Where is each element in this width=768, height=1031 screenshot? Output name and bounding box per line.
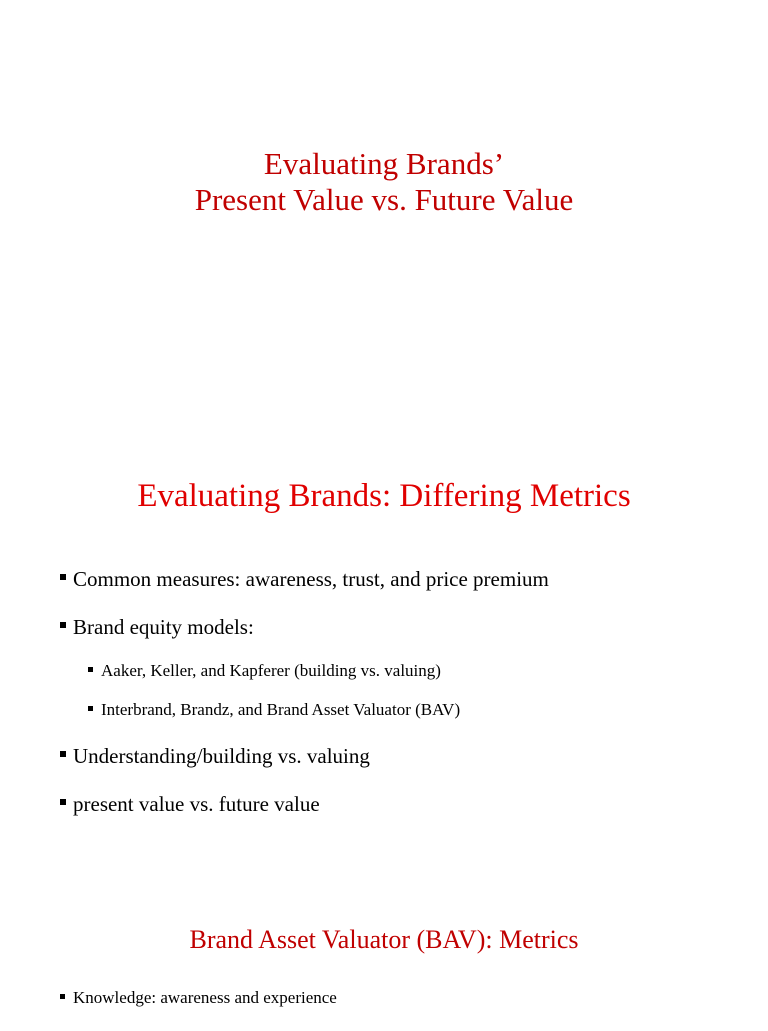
square-bullet-icon (60, 622, 66, 628)
square-bullet-icon (60, 574, 66, 580)
square-bullet-icon (60, 994, 65, 999)
sub-bullet-item (88, 699, 549, 721)
square-bullet-icon (60, 799, 66, 805)
bullet-item (60, 987, 337, 1009)
bullet-text: Common measures: awareness, trust, and price premium (73, 567, 549, 591)
bullet-item (60, 614, 549, 640)
square-bullet-icon (88, 667, 93, 672)
sub-bullet-text: Interbrand, Brandz, and Brand Asset Valuator (BAV) (101, 700, 461, 719)
slide-1-title (0, 146, 768, 218)
slide-3-bullet-list (60, 987, 337, 1031)
sub-bullet-item (88, 660, 549, 682)
bullet-item (60, 566, 549, 592)
slide-differing-metrics (0, 430, 768, 900)
bullet-text: Understanding/building vs. valuing (73, 744, 370, 768)
slide-bav-metrics (0, 900, 768, 1024)
slide-2-bullet-list (60, 566, 549, 839)
slide-1-title-line-2: Present Value vs. Future Value (194, 182, 574, 217)
slide-2-title: Evaluating Brands: Differing Metrics (137, 478, 631, 514)
sub-bullet-text: Aaker, Keller, and Kapferer (building vs. valuing) (101, 661, 441, 680)
square-bullet-icon (60, 751, 66, 757)
slide-3-title: Brand Asset Valuator (BAV): Metrics (189, 925, 579, 954)
bullet-text: Knowledge: awareness and experience (73, 988, 337, 1007)
bullet-item (60, 743, 549, 769)
bullet-text: present value vs. future value (73, 792, 320, 816)
square-bullet-icon (88, 706, 93, 711)
slide-title-page (0, 0, 768, 430)
bullet-item (60, 791, 549, 817)
slide-1-title-line-1: Evaluating Brands’ (263, 146, 505, 181)
bullet-text: Brand equity models: (73, 615, 254, 639)
